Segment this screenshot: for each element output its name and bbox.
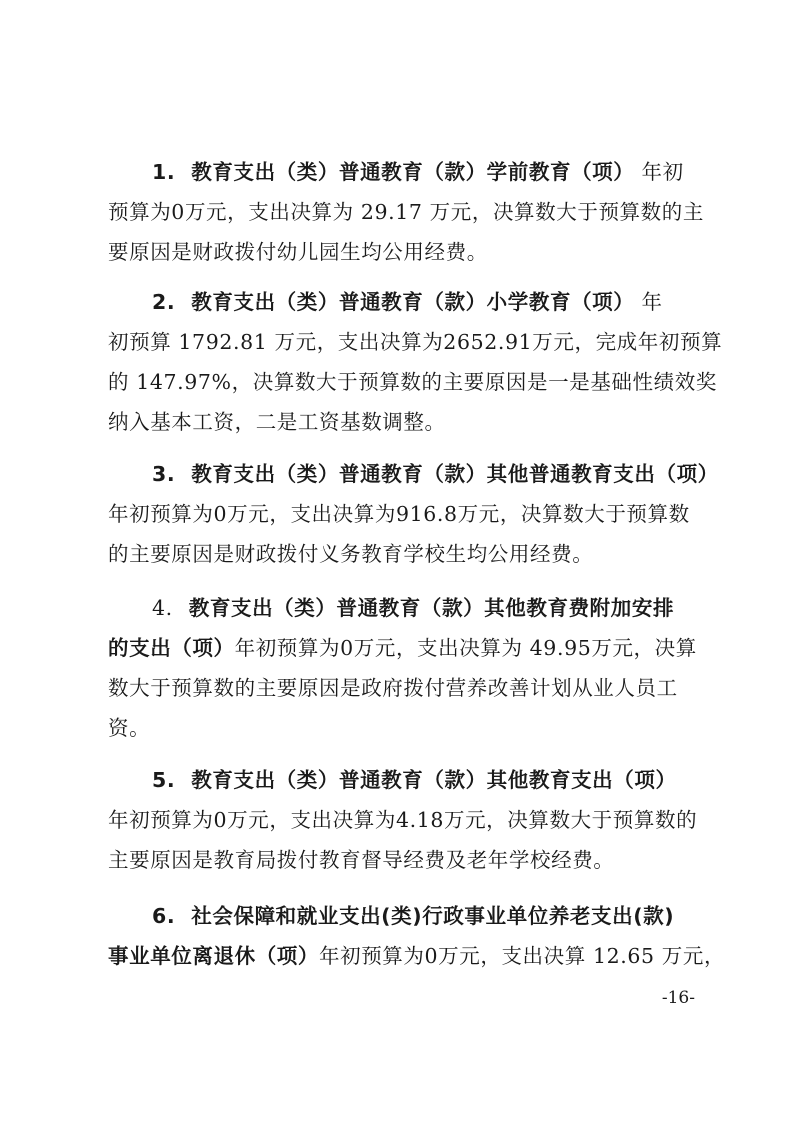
paragraph-line <box>108 668 693 708</box>
paragraph-line <box>108 152 693 192</box>
paragraph-text: 年初预算为0万元，支出决算 12.65 万元， <box>319 944 726 968</box>
paragraph-line <box>108 896 693 936</box>
paragraph-text: 数大于预算数的主要原因是政府拨付营养改善计划从业人员工 <box>108 676 678 700</box>
paragraph-2 <box>108 282 723 442</box>
paragraph-line <box>108 800 698 840</box>
paragraph-heading: 社会保障和就业支出(类)行政事业单位养老支出(款) <box>191 904 675 928</box>
paragraph-line <box>108 232 693 272</box>
paragraph-line <box>108 282 693 322</box>
paragraph-3 <box>108 454 719 574</box>
paragraph-line <box>108 628 697 668</box>
paragraph-line <box>108 708 693 748</box>
paragraph-line <box>108 760 693 800</box>
paragraph-text: 主要原因是教育局拨付教育督导经费及老年学校经费。 <box>108 848 615 872</box>
paragraph-line <box>108 192 704 232</box>
paragraph-heading: 的支出（项） <box>108 636 235 660</box>
paragraph-text: 年初 <box>634 160 684 184</box>
paragraph-heading: 教育支出（类）普通教育（款）其他普通教育支出（项） <box>191 462 719 486</box>
paragraph-text: 的主要原因是财政拨付义务教育学校生均公用经费。 <box>108 542 594 566</box>
page-number: -16- <box>661 988 695 1008</box>
paragraph-number: 3. <box>152 462 176 486</box>
paragraph-number: 1. <box>152 160 176 184</box>
paragraph-line <box>108 402 693 442</box>
paragraph-line <box>108 322 723 362</box>
paragraph-text: 年初预算为0万元，支出决算为 49.95万元，决算 <box>234 636 697 660</box>
paragraph-line <box>108 936 726 976</box>
paragraph-heading: 教育支出（类）普通教育（款）学前教育（项） <box>191 160 635 184</box>
paragraph-4 <box>108 588 697 748</box>
paragraph-number: 2. <box>152 290 176 314</box>
paragraph-line <box>108 840 693 880</box>
paragraph-line <box>108 588 693 628</box>
paragraph-text: 纳入基本工资，二是工资基数调整。 <box>108 410 446 434</box>
paragraph-number: 4. <box>152 596 173 620</box>
paragraph-text: 年初预算为0万元，支出决算为4.18万元，决算数大于预算数的 <box>108 808 698 832</box>
paragraph-line <box>108 362 717 402</box>
paragraph-text: 年 <box>634 290 663 314</box>
paragraph-text: 年初预算为0万元，支出决算为916.8万元，决算数大于预算数 <box>108 502 690 526</box>
paragraph-line <box>108 454 719 494</box>
paragraph-number: 5. <box>152 768 176 792</box>
paragraph-text: 初预算 1792.81 万元，支出决算为2652.91万元，完成年初预算 <box>108 330 723 354</box>
paragraph-text: 资。 <box>108 716 151 740</box>
paragraph-line <box>108 494 693 534</box>
paragraph-text: 要原因是财政拨付幼儿园生均公用经费。 <box>108 240 488 264</box>
paragraph-heading: 教育支出（类）普通教育（款）小学教育（项） <box>191 290 635 314</box>
paragraph-line <box>108 534 693 574</box>
paragraph-5 <box>108 760 698 880</box>
paragraph-heading: 教育支出（类）普通教育（款）其他教育支出（项） <box>191 768 677 792</box>
paragraph-number: 6. <box>152 904 176 928</box>
paragraph-heading: 教育支出（类）普通教育（款）其他教育费附加安排 <box>188 596 675 620</box>
paragraph-text: 预算为0万元，支出决算为 29.17 万元，决算数大于预算数的主 <box>108 200 704 224</box>
paragraph-heading: 事业单位离退休（项） <box>108 944 319 968</box>
paragraph-text: 的 147.97%，决算数大于预算数的主要原因是一是基础性绩效奖 <box>108 370 717 394</box>
paragraph-6 <box>108 896 726 976</box>
paragraph-1 <box>108 152 704 272</box>
